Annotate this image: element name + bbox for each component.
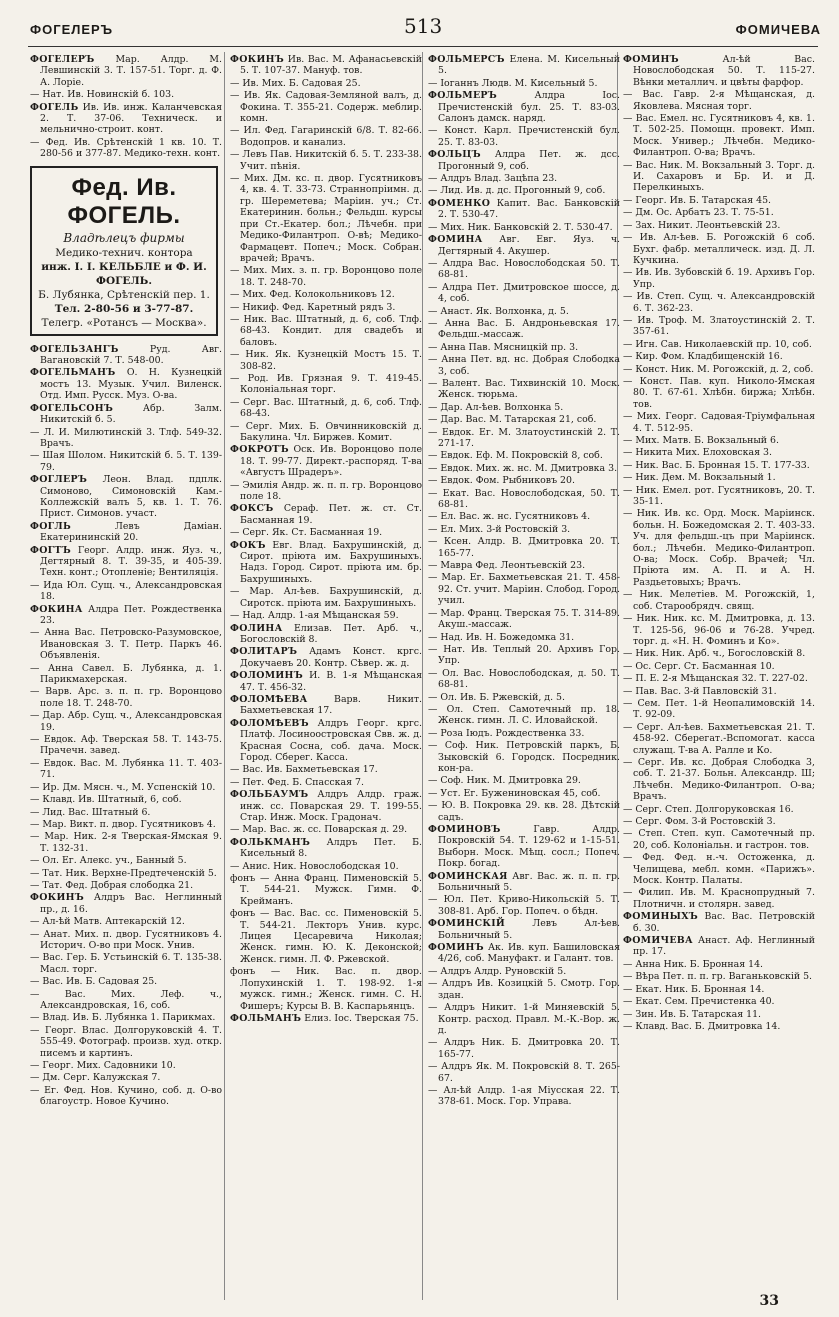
ad-line: инж. І. І. КЕЛЬБЛЕ и Ф. И. ФОГЕЛЬ. xyxy=(41,260,207,287)
directory-entry: — Евдок. Ег. М. Златоустинскій 2. Т. 271-17. xyxy=(428,426,620,449)
directory-entry: — Вѣра Пет. п. п. гр. Ваганьковскій 5. xyxy=(623,971,813,983)
directory-entry: — Анис. Ник. Новослободская 10. xyxy=(230,860,399,872)
directory-entry: — Мих. Матв. Б. Вокзальный 6. xyxy=(623,435,779,446)
directory-entry: — Вас. Мих. Леф. ч., Александровская, 16, соб. xyxy=(30,988,222,1011)
directory-entry: — Конст. Карл. Пречистенскій бул. 25. Т. 83-03. xyxy=(428,125,620,148)
directory-entry: — Мар. Франц. Тверская 75. Т. 314-89. Акуш.-массаж. xyxy=(428,607,620,631)
directory-entry: — Алдръ Никит. 1-й Миняевскій 5. Контр. расход. Правл. М.-К.-Вор. ж. д. xyxy=(428,1002,620,1036)
directory-entry: — Кир. Фом. Кладбищенскій 16. xyxy=(623,351,783,363)
directory-entry: — Тат. Ник. Верхне-Предтеченскій 5. xyxy=(30,867,217,879)
directory-entry: — Ник. Емел. рот. Гусятниковъ, 20. Т. 35-11. xyxy=(623,484,815,508)
directory-entry: — Роза Іюдъ. Рождественка 33. xyxy=(428,727,585,739)
directory-entry: — Ол. Вас. Новослободская, д. 50. Т. 68-81. xyxy=(428,667,620,691)
directory-entry: — Ник. Вас. Б. Бронная 15. Т. 177-33. xyxy=(623,459,810,471)
header-right-catchword: ФОМИЧЕВА xyxy=(735,22,821,37)
directory-entry: — Мих. Ник. Банковскій 2. Т. 530-47. xyxy=(428,221,613,233)
directory-entry: — Юл. Пет. Криво-Никольскій 5. Т. 308-81. Арб. Гор. Попеч. о бѣдн. xyxy=(428,894,620,917)
directory-entry: — Серг. Ал-ѣев. Бахметьевская 21. Т. 458-92. Сберегат.-Вспомогат. касса служащ. Т-ва А. Ралле и Ко. xyxy=(623,721,815,756)
directory-entry: — Л. И. Милютинскій 3. Тлф. 549-32. Врачъ. xyxy=(30,426,222,449)
directory-entry: — Екат. Сем. Пречистенка 40. xyxy=(623,996,775,1008)
directory-entry: ФОКИНЪ Ив. Вас. М. Афанасьевскій 5. Т. 107-37. Мануф. тов. xyxy=(230,54,422,77)
directory-entry: ФОГЕЛЕРЪ Мар. Алдр. М. Левшинскій 3. Т. 157-51. Торг. д. Ф. А. Лоріе. xyxy=(30,54,222,88)
directory-entry: — Анна Пет. вд. нс. Добрая Слободка 3, соб. xyxy=(428,354,620,377)
directory-entry: — Вас. Ив. Б. Садовая 25. xyxy=(30,976,158,988)
directory-entry: ФОЛЬМЕРСЪ Елена. М. Кисельный 5. xyxy=(428,54,620,77)
directory-entry: ФОГЛЕРЪ Леон. Влад. пдплк. Симоново, Симоновскій Кам.-Коллежскій валъ 5, кв. 1. Т. 76. Прист. Симонов. участ. xyxy=(30,474,222,520)
directory-entry: — Ел. Вас. ж. нс. Гусятниковъ 4. xyxy=(428,511,591,523)
directory-entry: — Лид. Ив. д. дс. Прогонный 9, соб. xyxy=(428,185,606,197)
directory-entry: — Вас. Ник. М. Вокзальный 3. Торг. д. И. Сахаровъ и Бр. И. и Д. Перелкиныхъ. xyxy=(623,159,815,194)
directory-entry: ФОКРОТЪ Оск. Ив. Воронцово поле 18. Т. 99-77. Директ.-распоряд. Т-ва «Августъ Шрадеръ». xyxy=(230,444,422,479)
ad-title: Фед. Ив. ФОГЕЛЬ. xyxy=(67,173,181,229)
directory-entry: ФОГЛЬ Левъ Даміан. Екатерининскій 20. xyxy=(30,520,222,544)
directory-entry: — Эмилія Андр. ж. п. п. гр. Воронцово поле 18. xyxy=(230,479,422,503)
directory-entry: — Левъ Пав. Никитскій б. 5. Т. 233-38. Учит. пѣнія. xyxy=(230,149,422,172)
directory-entry: — Над. Алдр. 1-ая Мѣщанская 59. xyxy=(230,610,399,622)
directory-entry: — Мар. Ник. 2-я Тверская-Ямская 9. Т. 132-31. xyxy=(30,831,222,854)
directory-entry: — Ол. Ег. Алекс. уч., Банный 5. xyxy=(30,855,187,867)
directory-entry: — П. Е. 2-я Мѣщанская 32. Т. 227-02. xyxy=(623,673,808,685)
ad-telegraph: Телегр. «Ротансъ — Москва». xyxy=(41,316,207,329)
directory-entry: — Влад. Ив. Б. Лубянка 1. Парикмах. xyxy=(30,1012,216,1024)
directory-entry: — Ник. Мелетіев. М. Рогожскій, 1, соб. Старообрядч. свящ. xyxy=(623,589,815,612)
directory-entry: — Алдръ Влад. Зацѣпа 23. xyxy=(428,173,558,185)
directory-entry: — Ник. Дем. М. Вокзальный 1. xyxy=(623,472,776,484)
page-number: 513 xyxy=(404,14,443,38)
directory-entry: — Ида Юл. Сущ. ч., Александровская 18. xyxy=(30,579,222,603)
directory-entry: — Тат. Фед. Добрая слободка 21. xyxy=(30,879,194,891)
directory-entry: — Клавд. Ив. Штатный, 6, соб. xyxy=(30,794,182,806)
directory-entry: — Ю. В. Покровка 29. кв. 28. Дѣтскій садъ. xyxy=(428,800,620,823)
directory-entry: — Пет. Фед. Б. Спасская 7. xyxy=(230,776,364,788)
directory-entry: — Ив. Ив. Зубовскій б. 19. Архивъ Гор. Упр. xyxy=(623,267,815,290)
column-3 xyxy=(428,54,620,1304)
directory-entry: — Ник. Ник. Арб. ч., Богословскій 8. xyxy=(623,648,806,660)
directory-entry: — Іоганнъ Людв. М. Кисельный 5. xyxy=(428,77,598,89)
directory-entry: — Мих. Георг. Садовая-Тріумфальная 4. Т. 512-95. xyxy=(623,411,815,434)
directory-entry: — Евдок. Мих. ж. нс. М. Дмитровка 3. xyxy=(428,462,618,474)
directory-entry: ФОМИЧЕВА Анаст. Аф. Неглинный пр. 17. xyxy=(623,935,815,958)
directory-entry: — Ал-ѣй Алдр. 1-ая Міусская 22. Т. 378-61. Моск. Гор. Управа. xyxy=(428,1084,620,1108)
directory-entry: ФОМЕНКО Капит. Вас. Банковскій 2. Т. 530-47. xyxy=(428,197,620,221)
directory-entry: — Ег. Фед. Нов. Кучино, соб. д. О-во благоустр. Новое Кучино. xyxy=(30,1084,222,1108)
directory-entry: — Мар. Ег. Бахметьевская 21. Т. 458-92. Ст. учит. Маріин. Слобод. Город. учил. xyxy=(428,572,620,607)
directory-entry: ФОЛЬМАНЪ Елиз. Іос. Тверская 75. xyxy=(230,1012,419,1024)
directory-entry: — Ил. Фед. Гагаринскій 6/8. Т. 82-66. Водопров. и канализ. xyxy=(230,125,422,148)
directory-entry: — Евдок. Вас. М. Лубянка 11. Т. 403-71. xyxy=(30,757,222,781)
directory-entry: — Нат. Ив. Новинскій б. 103. xyxy=(30,89,175,101)
directory-entry: — Вас. Ив. Бахметьевская 17. xyxy=(230,764,378,776)
directory-entry: — Ал-ѣй Матв. Аптекарскій 12. xyxy=(30,916,185,928)
directory-entry: — Соф. Ник. Петровскій паркъ, Б. Зыковскій 6. Городск. Посредник. кон-ра. xyxy=(428,740,620,774)
directory-entry: — Вас. Емел. нс. Гусятниковъ 4, кв. 1. Т. 502-25. Помощн. провект. Имп. Моск. Универ.; Лѣчебн. Медико-Филантроп. О-ва; Врачъ. xyxy=(623,113,815,159)
directory-entry: — Серг. Як. Ст. Басманная 19. xyxy=(230,527,383,539)
directory-entry: ФОМИНЪ Ал-ѣй Вас. Новослободская 50. Т. 115-27. Вѣнки металлич. и цвѣты фарфор. xyxy=(623,54,815,88)
directory-entry: — Ос. Серг. Ст. Басманная 10. xyxy=(623,660,775,672)
directory-entry: ФОКЪ Евг. Влад. Бахрушинскій, д. Сирот. пріюта им. Бахрушиныхъ. Надз. Город. Сирот. пріюта им. бр. Бахрушиныхъ. xyxy=(230,539,422,585)
page-header xyxy=(0,14,839,44)
directory-entry: ФОКИНА Алдра Пет. Рождественка 23. xyxy=(30,603,222,626)
directory-entry: — Филип. Ив. М. Краснопрудный 7. Плотничн. и столярн. завед. xyxy=(623,887,815,910)
directory-entry: — Мавра Фед. Леонтьевскій 23. xyxy=(428,560,586,572)
directory-entry: ФОМИНОВЪ Гавр. Алдр. Покровскій 54. Т. 129-62 и 1-15-51. Выборн. Моск. Мѣщ. сосл.; Попеч. Покр. богад. xyxy=(428,824,620,870)
directory-entry: — Над. Ив. Н. Божедомка 31. xyxy=(428,631,575,643)
column-4 xyxy=(623,54,815,1304)
directory-entry: — Нат. Ив. Теплый 20. Архивъ Гор. Упр. xyxy=(428,643,620,667)
directory-entry: — Георг. Ив. Б. Татарская 45. xyxy=(623,194,772,206)
directory-entry: — Шая Шолом. Никитскій б. 5. Т. 139-79. xyxy=(30,450,222,473)
directory-entry: — Ксен. Алдр. В. Дмитровка 20. Т. 165-77. xyxy=(428,536,620,559)
directory-entry: ФОМИНА Авг. Евг. Яуз. ч. Дегтярный 4. Акушер. xyxy=(428,234,620,257)
directory-entry: — Мар. Викт. п. двор. Гусятниковъ 4. xyxy=(30,818,216,830)
directory-entry: ФОЛИНА Елизав. Пет. Арб. ч., Богословскій 8. xyxy=(230,622,422,645)
column-2 xyxy=(230,54,422,1304)
directory-entry: — Варв. Арс. з. п. п. гр. Воронцово поле 18. Т. 248-70. xyxy=(30,686,222,709)
directory-entry: фонъ — Ник. Вас. п. двор. Лопухинскій 1. Т. 198-92. 1-я мужск. гимн.; Женск. гимн. С. Н. Фишеръ; Курсы В. В. Каспарьянцъ. xyxy=(230,966,422,1012)
directory-entry: — Дар. Вас. М. Татарская 21, соб. xyxy=(428,414,597,426)
advertisement-box xyxy=(30,166,218,336)
directory-entry: — Зин. Ив. Б. Татарская 11. xyxy=(623,1008,762,1020)
directory-entry: — Екат. Вас. Новослободская, 50. Т. 68-81. xyxy=(428,487,620,511)
header-left-catchword: ФОГЕЛЕРЪ xyxy=(30,22,114,37)
directory-entry: ФОЛОМѢЕВА Варв. Никит. Бахметьевская 17. xyxy=(230,693,422,717)
directory-entry: — Мар. Вас. ж. сс. Поварская д. 29. xyxy=(230,824,408,836)
directory-entry: — Анна Пав. Мясницкій пр. 3. xyxy=(428,341,579,353)
directory-entry: — Ив. Мих. Б. Садовая 25. xyxy=(230,77,361,89)
directory-entry: — Евдок. Фом. Рыбниковъ 20. xyxy=(428,475,575,487)
directory-entry: — Мих. Мих. з. п. гр. Воронцово поле 18. Т. 248-70. xyxy=(230,265,422,288)
directory-entry: — Вас. Гер. Б. Устьинскій 6. Т. 135-38. Масл. торг. xyxy=(30,952,222,975)
directory-entry: — Ел. Мих. 3-й Ростовскій 3. xyxy=(428,523,571,535)
ad-line: Медико-технич. контора xyxy=(55,246,193,259)
directory-entry: — Екат. Ник. Б. Бронная 14. xyxy=(623,983,765,995)
directory-entry: — Дм. Серг. Калужская 7. xyxy=(30,1072,161,1084)
ad-subtitle: Владѣлецъ фирмы xyxy=(63,230,185,245)
directory-entry: фонъ — Анна Франц. Пименовскій 5. Т. 544-21. Мужск. Гимн. Ф. Крейманъ. xyxy=(230,873,422,907)
directory-entry: — Соф. Ник. М. Дмитровка 29. xyxy=(428,775,581,787)
directory-entry: — Алдра Вас. Новослободская 50. Т. 68-81. xyxy=(428,257,620,281)
directory-entry: ФОКИНЪ Алдръ Вас. Неглинный пр., д. 16. xyxy=(30,892,222,915)
directory-entry: — Ник. Ник. кс. М. Дмитровка, д. 13. Т. 125-56, 96-06 и 76-28. Учред. торг. д. «Н. Н. Фоминъ и Ко». xyxy=(623,613,815,647)
directory-entry: — Конст. Ник. М. Рогожскій, д. 2, соб. xyxy=(623,363,814,375)
directory-entry: — Вас. Гавр. 2-я Мѣщанская, д. Яковлева. Мясная торг. xyxy=(623,89,815,112)
directory-entry: ФОМИНЫХЪ Вас. Вас. Петровскій б. 30. xyxy=(623,911,815,934)
directory-entry: — Мар. Ал-ѣев. Бахрушинскій, д. Сиротск. пріюта им. Бахрушиныхъ. xyxy=(230,586,422,609)
directory-entry: ФОМИНЪ Ак. Ив. куп. Башиловская 4/26, соб. Мануфакт. и Галант. тов. xyxy=(428,942,620,965)
directory-entry: — Зах. Никит. Леонтьевскій 23. xyxy=(623,219,781,231)
directory-entry: — Анна Савел. Б. Лубянка, д. 1. Парикмахерская. xyxy=(30,662,222,686)
directory-entry: — Ник. Ив. кс. Орд. Моск. Маріинск. больн. Н. Божедомская 2. Т. 403-33. Уч. для фельдш.-цъ при Маріинск. бол.; Лѣчебн. Медико-Филантроп. О-ва; Моск. Собр. Врачей; Чл. Пріюта им. А. П. и А. Н. Раздьетовыхъ; Врачъ. xyxy=(623,508,815,588)
directory-entry: — Ив. Ал-ѣев. Б. Рогожскій 6 соб. Бухг. фабр. металлическ. изд. Д. Л. Кучкина. xyxy=(623,232,815,266)
directory-entry: — Дм. Ос. Арбатъ 23. Т. 75-51. xyxy=(623,207,774,219)
directory-entry: — Ол. Степ. Самотечный пр. 18. Женск. гимн. Л. С. Иловайской. xyxy=(428,703,620,727)
ad-address: Б. Лубянка, Срѣтенскій пер. 1. xyxy=(38,288,210,301)
directory-entry: ФОЛЬЦЪ Алдра Пет. ж. дсс. Прогонный 9, соб. xyxy=(428,149,620,172)
directory-entry: — Анна Вас. Петровско-Разумовское, Ивановская 3. Т. Петр. Паркъ 46. Объявленія. xyxy=(30,627,222,662)
directory-entry: ФОЛИТАРЪ Адамъ Конст. кргс. Докучаевъ 20. Контр. Сѣвер. ж. д. xyxy=(230,646,422,669)
directory-entry: — Конст. Пав. куп. Николо-Ямская 80. Т. 67-61. Хлѣбн. биржа; Хлѣбн. тов. xyxy=(623,375,815,410)
directory-entry: — Алдръ Ник. Б. Дмитровка 20. Т. 165-77. xyxy=(428,1037,620,1060)
column-1-entries-top xyxy=(30,54,222,160)
directory-entry: — Игн. Сав. Николаевскій пр. 10, соб. xyxy=(623,338,812,350)
directory-entry: ФОЛЬБАУМЪ Алдръ Алдр. граж. инж. сс. Поварская 29. Т. 199-55. Стар. Инж. Моск. Градонач. xyxy=(230,789,422,823)
directory-entry: — Сем. Пет. 1-й Неопалимовскій 14. Т. 92-09. xyxy=(623,697,815,721)
directory-entry: — Род. Ив. Грязная 9. Т. 419-45. Колоніальная торг. xyxy=(230,372,422,396)
directory-entry: — Серг. Мих. Б. Овчинниковскій д. Бакулина. Чл. Биржев. Комит. xyxy=(230,420,422,443)
directory-entry: — Евдок. Еф. М. Покровскій 8, соб. xyxy=(428,450,603,462)
directory-entry: — Никита Мих. Елоховская 3. xyxy=(623,447,772,459)
directory-entry: — Серг. Степ. Долгоруковская 16. xyxy=(623,803,794,815)
directory-entry: ФОГЕЛЬ Ив. Ив. инж. Каланчевская 2. Т. 37-06. Техническ. и мельнично-строит. конт. xyxy=(30,101,222,136)
directory-entry: ФОЛЬМЕРЪ Алдра Іос. Пречистенскій бул. 25. Т. 83-03. Салонъ дамск. наряд. xyxy=(428,90,620,125)
directory-entry: ФОЛЬКМАНЪ Алдръ Пет. Б. Кисельный 8. xyxy=(230,836,422,860)
directory-entry: — Никиф. Фед. Каретный рядъ 3. xyxy=(230,301,396,313)
directory-entry: — Алдра Пет. Дмитровское шоссе, д. 4, соб. xyxy=(428,281,620,305)
directory-entry: ФОГЕЛЬМАНЪ О. Н. Кузнецкій мостъ 13. Музык. Учил. Виленск. Отд. Имп. Русск. Муз. О-ва. xyxy=(30,367,222,402)
directory-entry: — Алдръ Ив. Козицкій 5. Смотр. Гор. здан. xyxy=(428,978,620,1001)
directory-entry: — Ив. Як. Садовая-Земляной валъ, д. Фокина. Т. 355-21. Содерж. меблир. комн. xyxy=(230,90,422,125)
directory-entry: — Анна Ник. Б. Бронная 14. xyxy=(623,958,764,970)
directory-entry: — Ник. Вас. Штатный, д. 6, соб. Тлф. 68-43. Кондит. для свадебъ и баловъ. xyxy=(230,313,422,348)
directory-entry: ФОКСЪ Сераф. Пет. ж. ст. Ст. Басманная 19. xyxy=(230,503,422,526)
header-rule xyxy=(28,46,818,47)
directory-entry: — Дар. Абр. Сущ. ч., Александровская 19. xyxy=(30,710,222,733)
directory-entry: ФОМИНСКАЯ Авг. Вас. ж. п. п. гр. Больничный 5. xyxy=(428,870,620,894)
directory-entry: ФОГЕЛЬСОНЪ Абр. Залм. Никитскій б. 5. xyxy=(30,402,222,426)
directory-entry: — Алдръ Як. М. Покровскій 8. Т. 265-67. xyxy=(428,1061,620,1084)
directory-entry: — Ив. Троф. М. Златоустинскій 2. Т. 357-61. xyxy=(623,314,815,338)
directory-entry: — Уст. Ег. Бужениновская 45, соб. xyxy=(428,787,601,799)
directory-entry: — Ир. Дм. Мясн. ч., М. Успенскій 10. xyxy=(30,781,216,793)
directory-entry: ФОЛОМѢЕВЪ Алдръ Георг. кргс. Платф. Лосиноостровская Свв. ж. д. Красная Сосна, соб. дача. Моск. Город. Сберег. Касса. xyxy=(230,717,422,763)
directory-entry: — Мих. Дм. кс. п. двор. Гусятниковъ 4, кв. 4. Т. 33-73. Страннопріимн. д. гр. Шереметева; Маріин. уч.; Ст. Екатеринин. больн.; Фельдш. курсы при Ст.-Екатер. бол.; Лѣчебн. при Медико-Филантроп. О-вѣ; Медико-Фармацевт. Попеч.; Моск. Собран. врачей; Врачъ. xyxy=(230,173,422,264)
directory-entry: — Ив. Степ. Сущ. ч. Александровскій 6. Т. 362-23. xyxy=(623,291,815,314)
directory-entry: ФОГЕЛЬЗАНГЪ Руд. Авг. Вагановскій 7. Т. 548-00. xyxy=(30,343,222,367)
directory-entry: — Евдок. Аф. Тверская 58. Т. 143-75. Прачечн. завед. xyxy=(30,734,222,757)
directory-entry: — Серг. Вас. Штатный, д. 6, соб. Тлф. 68-43. xyxy=(230,396,422,420)
directory-entry: — Алдръ Алдр. Руновскій 5. xyxy=(428,965,567,977)
directory-entry: — Клавд. Вас. Б. Дмитровка 14. xyxy=(623,1020,781,1032)
column-1 xyxy=(30,54,222,1304)
directory-entry: — Валент. Вас. Тихвинскій 10. Моск. Женск. тюрьма. xyxy=(428,377,620,401)
directory-entry: — Дар. Ал-ѣев. Волхонка 5. xyxy=(428,401,564,413)
ad-phone: Тел. 2-80-56 и 3-77-87. xyxy=(54,302,194,315)
directory-entry: фонъ — Вас. Вас. сс. Пименовскій 5. Т. 544-21. Лекторъ Унив. курс. Лицея Цесаревича Николая; Женск. гимн. Ю. К. Деконской; Женск. гимн. Л. Ф. Ржевской. xyxy=(230,908,422,965)
directory-entry: — Степ. Степ. куп. Самотечный пр. 20, соб. Колоніальн. и гастрон. тов. xyxy=(623,828,815,851)
directory-entry: — Ол. Ив. Б. Ржевскій, д. 5. xyxy=(428,691,565,703)
column-divider xyxy=(422,52,423,1300)
directory-entry: — Серг. Ив. кс. Добрая Слободка 3, соб. Т. 21-37. Больн. Александр. Ш; Лѣчебн. Медико-Филантроп. О-ва; Врачъ. xyxy=(623,756,815,803)
directory-entry: — Лид. Вас. Штатный 6. xyxy=(30,806,151,818)
column-divider xyxy=(224,52,225,1300)
directory-entry: — Серг. Фом. 3-й Ростовскій 3. xyxy=(623,816,776,827)
directory-entry: ФОЛОМИНЪ И. В. 1-я Мѣщанская 47. Т. 456-32. xyxy=(230,670,422,693)
directory-entry: — Анат. Мих. п. двор. Гусятниковъ 4. Историч. О-во при Моск. Унив. xyxy=(30,928,222,951)
directory-entry: — Ник. Як. Кузнецкій Мостъ 15. Т. 308-82. xyxy=(230,349,422,372)
directory-entry: — Георг. Влас. Долгоруковскій 4. Т. 555-49. Фотограф. произв. худ. откр. писемъ и картинъ. xyxy=(30,1024,222,1059)
directory-entry: — Анаст. Як. Волхонка, д. 5. xyxy=(428,305,569,317)
directory-entry: — Мих. Фед. Колокольниковъ 12. xyxy=(230,289,395,301)
directory-entry: — Анна Вас. Б. Андроньевская 17. Фельдш.-массаж. xyxy=(428,317,620,341)
directory-entry: ФОГТЪ Георг. Алдр. инж. Яуз. ч., Дегтярный 8. Т. 39-35, и 405-39. Техн. конт.; Отопленіе; Вентиляція. xyxy=(30,544,222,579)
directory-entry: — Фед. Фед. н.-ч. Остоженка, д. Челищева, мебл. комн. «Парижъ». Моск. Контр. Палаты. xyxy=(623,852,815,887)
directory-entry: — Георг. Мих. Садовники 10. xyxy=(30,1060,176,1072)
directory-entry: — Фед. Ив. Срѣтенскій 1 кв. 10. Т. 280-56 и 377-87. Медико-техн. конт. xyxy=(30,136,222,160)
column-1-entries-bottom xyxy=(30,344,222,1108)
directory-entry: — Пав. Вас. 3-й Павловскій 31. xyxy=(623,685,777,697)
footer-signature-mark: 33 xyxy=(759,1293,779,1309)
directory-entry: ФОМИНСКІЙ Левъ Ал-ѣев. Больничный 5. xyxy=(428,918,620,941)
